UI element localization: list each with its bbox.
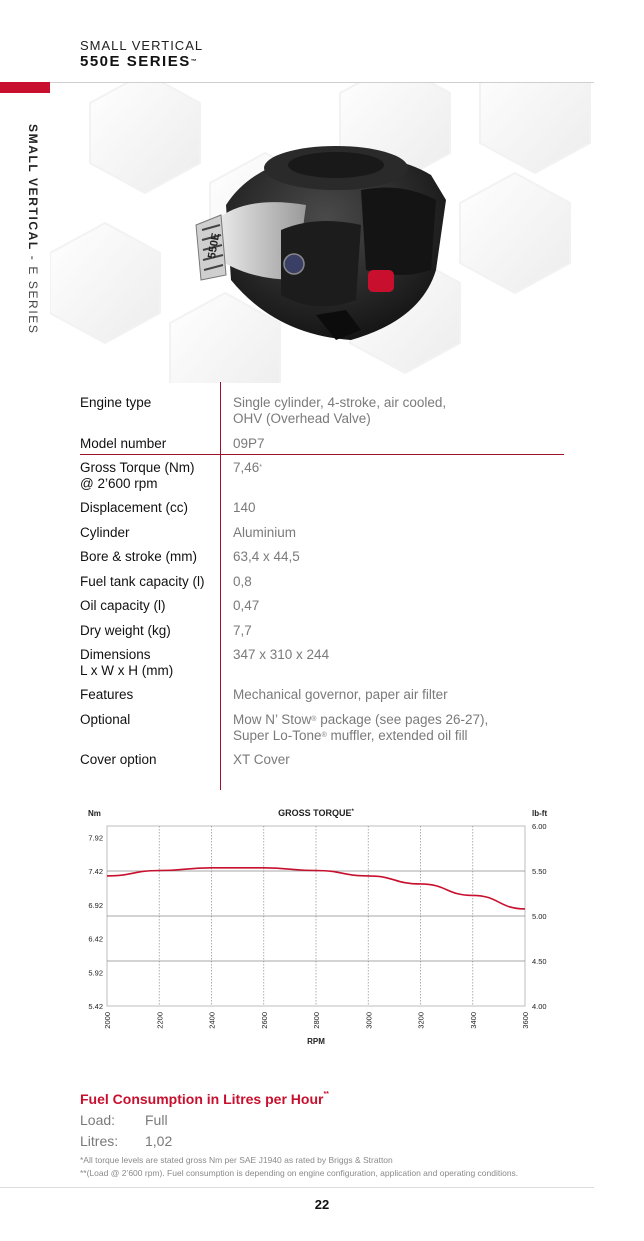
spec-value-text: 7,46 [233, 460, 260, 475]
side-label-light: E SERIES [26, 266, 40, 335]
engine-badge-text: 550E [206, 232, 223, 260]
chart-right-tick-label: 5.00 [532, 912, 547, 921]
spec-value: 7,7 [233, 623, 252, 638]
spec-value-line: Single cylinder, 4-stroke, air cooled, [233, 395, 447, 410]
spec-value-text: Mow N’ Stow [233, 712, 312, 727]
fuel-consumption-title [80, 1091, 329, 1107]
series-title [80, 54, 203, 70]
side-label-bold: SMALL VERTICAL [26, 124, 40, 251]
spec-table-vertical-rule [220, 382, 221, 790]
chart-title: GROSS TORQUE* [278, 808, 354, 818]
chart-x-tick-label: 2600 [259, 1012, 269, 1029]
fuel-title-text: Fuel Consumption in Litres per Hour [80, 1091, 324, 1107]
fuel-load-label: Load: [80, 1112, 116, 1128]
chart-right-tick-label: 4.50 [532, 957, 547, 966]
chart-x-tick-label: 2400 [207, 1012, 217, 1029]
chart-x-tick-label: 2000 [103, 1012, 112, 1029]
spec-value [233, 712, 553, 744]
engine-image [186, 130, 454, 345]
spec-label [80, 460, 220, 492]
footnote-mark: ** [323, 1091, 329, 1098]
chart-left-tick-label: 7.92 [88, 833, 103, 843]
spec-value-text: package (see pages 26-27), [316, 712, 489, 727]
spec-value-text: muffler, extended oil fill [326, 728, 468, 743]
chart-right-tick-label: 6.00 [532, 822, 547, 831]
section-side-label [24, 124, 40, 344]
page-header [80, 38, 203, 70]
series-title-text: 550E SERIES [80, 53, 191, 70]
spec-label: Fuel tank capacity (l) [80, 574, 205, 589]
spec-label: Cylinder [80, 525, 130, 540]
footer-divider [0, 1187, 594, 1188]
fuel-litres-label: Litres: [80, 1133, 119, 1149]
fuel-litres-value: 1,02 [145, 1133, 173, 1149]
spec-table-horizontal-rule [80, 454, 564, 455]
chart-x-tick-label: 2800 [312, 1012, 321, 1029]
spec-value: Mechanical governor, paper air filter [233, 687, 448, 702]
chart-left-tick-label: 6.42 [88, 934, 103, 944]
spec-value [233, 395, 553, 427]
chart-x-axis-label: RPM [307, 1037, 325, 1046]
spec-value [233, 460, 553, 476]
spec-value: 347 x 310 x 244 [233, 647, 330, 662]
chart-x-tick-label: 3600 [521, 1012, 530, 1029]
chart-right-axis-label: lb-ft [532, 809, 548, 818]
chart-left-tick-label: 6.92 [88, 900, 103, 910]
spec-value: 0,8 [233, 574, 252, 589]
spec-label [80, 647, 220, 679]
chart-left-axis-label: Nm [88, 809, 101, 818]
spec-label: Displacement (cc) [80, 500, 189, 515]
chart-left-tick-label: 5.92 [88, 968, 103, 978]
registered-mark: ® [311, 716, 317, 723]
chart-x-tick-label: 3000 [364, 1012, 374, 1029]
chart-right-tick-label: 4.00 [532, 1002, 547, 1011]
chart-x-tick-label: 2200 [155, 1012, 165, 1029]
section-tab [0, 82, 50, 93]
spec-label: Bore & stroke (mm) [80, 549, 198, 564]
spec-label: Engine type [80, 395, 152, 410]
chart-left-tick-label: 5.42 [88, 1002, 103, 1011]
spec-label-line: Dimensions [80, 647, 151, 662]
spec-label: Dry weight (kg) [80, 623, 171, 638]
spec-value-text: Super Lo-Tone [233, 728, 322, 743]
registered-mark: ® [321, 732, 327, 739]
fuel-load-value: Full [145, 1112, 168, 1128]
spec-label: Cover option [80, 752, 157, 767]
spec-label-line: @ 2’600 rpm [80, 476, 158, 491]
spec-value-line [233, 712, 553, 728]
chart-title-mark: * [351, 809, 354, 815]
footnote-fuel: **(Load @ 2’600 rpm). Fuel consumption is depending on engine configuration, application and operating conditions. [80, 1168, 519, 1178]
page-number: 22 [314, 1197, 330, 1212]
chart-x-tick-label: 3200 [416, 1012, 426, 1029]
footnote-mark: * [259, 464, 263, 471]
chart-x-tick-label: 3400 [468, 1012, 478, 1029]
chart-right-tick-label: 5.50 [532, 867, 547, 876]
side-label-separator: - [26, 250, 40, 267]
spec-label: Features [80, 687, 134, 702]
spec-label: Model number [80, 436, 167, 451]
spec-value: Aluminium [233, 525, 297, 540]
chart-torque-series-line [107, 868, 525, 909]
series-subtitle: SMALL VERTICAL [80, 38, 204, 53]
spec-value: 0,47 [233, 598, 260, 613]
footnote-torque: *All torque levels are stated gross Nm per SAE J1940 as rated by Briggs & Stratton [80, 1155, 393, 1165]
spec-value: 09P7 [233, 436, 265, 451]
spec-value-line [233, 728, 553, 744]
spec-value-line: OHV (Overhead Valve) [233, 411, 371, 426]
spec-label-line: L x W x H (mm) [80, 663, 174, 678]
trademark-mark: ™ [190, 59, 199, 65]
spec-label: Optional [80, 712, 131, 727]
chart-left-tick-label: 7.42 [88, 867, 103, 877]
spec-label-line: Gross Torque (Nm) [80, 460, 195, 475]
spec-value: 140 [233, 500, 256, 515]
gross-torque-chart [80, 800, 564, 1055]
spec-value: 63,4 x 44,5 [233, 549, 300, 564]
spec-value: XT Cover [233, 752, 290, 767]
spec-label: Oil capacity (l) [80, 598, 166, 613]
